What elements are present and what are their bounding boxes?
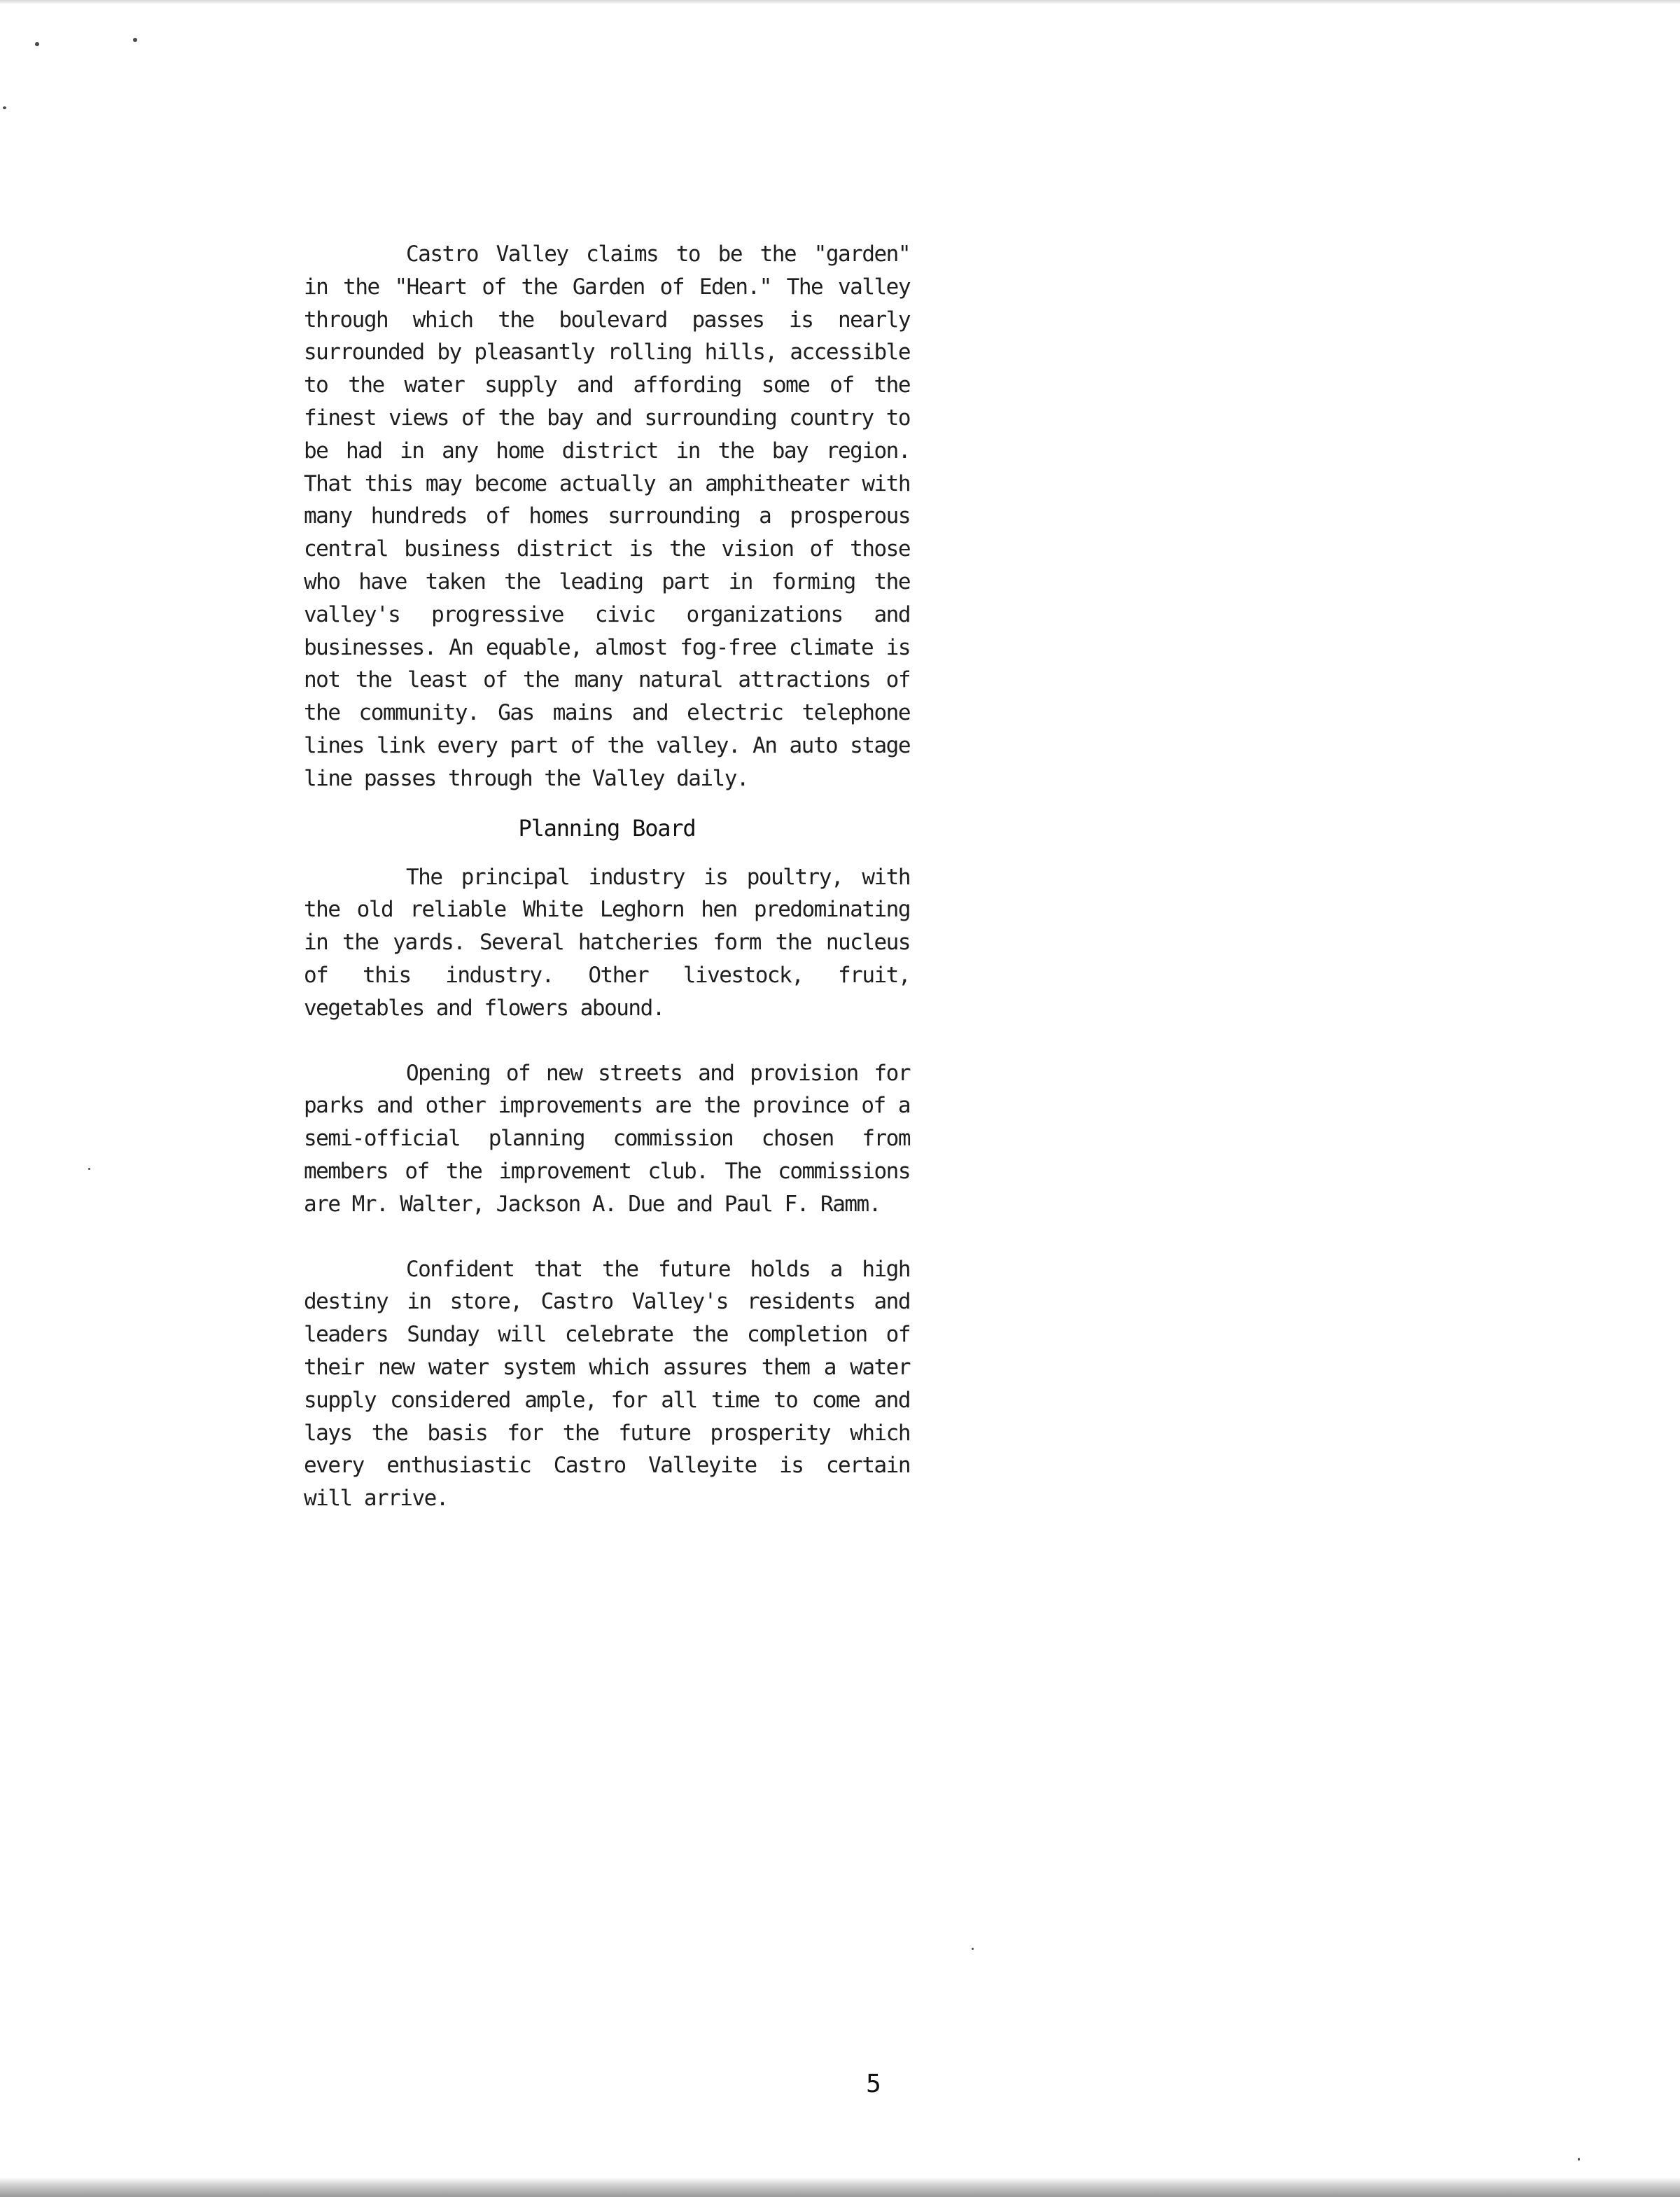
scan-bottom-edge — [0, 2177, 1680, 2197]
scan-speck — [35, 42, 39, 46]
paragraph-spacer — [304, 1221, 910, 1253]
section-heading-planning-board: Planning Board — [518, 814, 696, 842]
paragraph-castro-valley-garden: Castro Valley claims to be the "garden" in the "Heart of the Garden of Eden." The valley through which the boulevard passes is nearly surrounded by pleasantly rolling hills, accessible to the water supply and affording some of the finest views of the bay and surrounding country to be had in any home district in the bay region. That this may become actually an amphitheater with many hundreds of homes surrounding a prosperous central business district is the vision of those who have taken the leading part in forming the valley's progressive civic organizations and businesses. An equable, almost fog-free climate is not the least of the many natural attractions of the community. Gas mains and electric telephone lines link every part of the valley. An auto stage line passes through the Valley daily. — [304, 242, 910, 791]
paragraph-spacer — [304, 1025, 910, 1057]
scan-speck — [3, 106, 6, 109]
paragraph-poultry-industry: The principal industry is poultry, with the old reliable White Leghorn hen predominating in the yards. Several hatcheries form the nucleus of this industry. Other livestock, fruit, vegetables and flowers abound. — [304, 864, 910, 1021]
scan-top-edge — [0, 0, 1680, 4]
scan-speck — [972, 1948, 974, 1950]
paragraph-water-system: Confident that the future holds a high destiny in store, Castro Valley's residents and leaders Sunday will celebrate the completion of their new water system which assures them a water supply considered ample, for all time to come and lays the basis for the future prosperity which every enthusiastic Castro Valleyite is certain will arrive. — [304, 1256, 910, 1512]
page-number: 5 — [866, 2070, 881, 2098]
article-body — [304, 238, 910, 1515]
paragraph-planning-commission: Opening of new streets and provision for parks and other improvements are the province of a semi-official planning commission chosen from members of the improvement club. The commissions are Mr. Walter, Jackson A. Due and Paul F. Ramm. — [304, 1060, 910, 1217]
scan-speck — [133, 38, 137, 42]
scan-speck — [88, 1168, 90, 1170]
scan-speck — [1578, 2158, 1580, 2161]
